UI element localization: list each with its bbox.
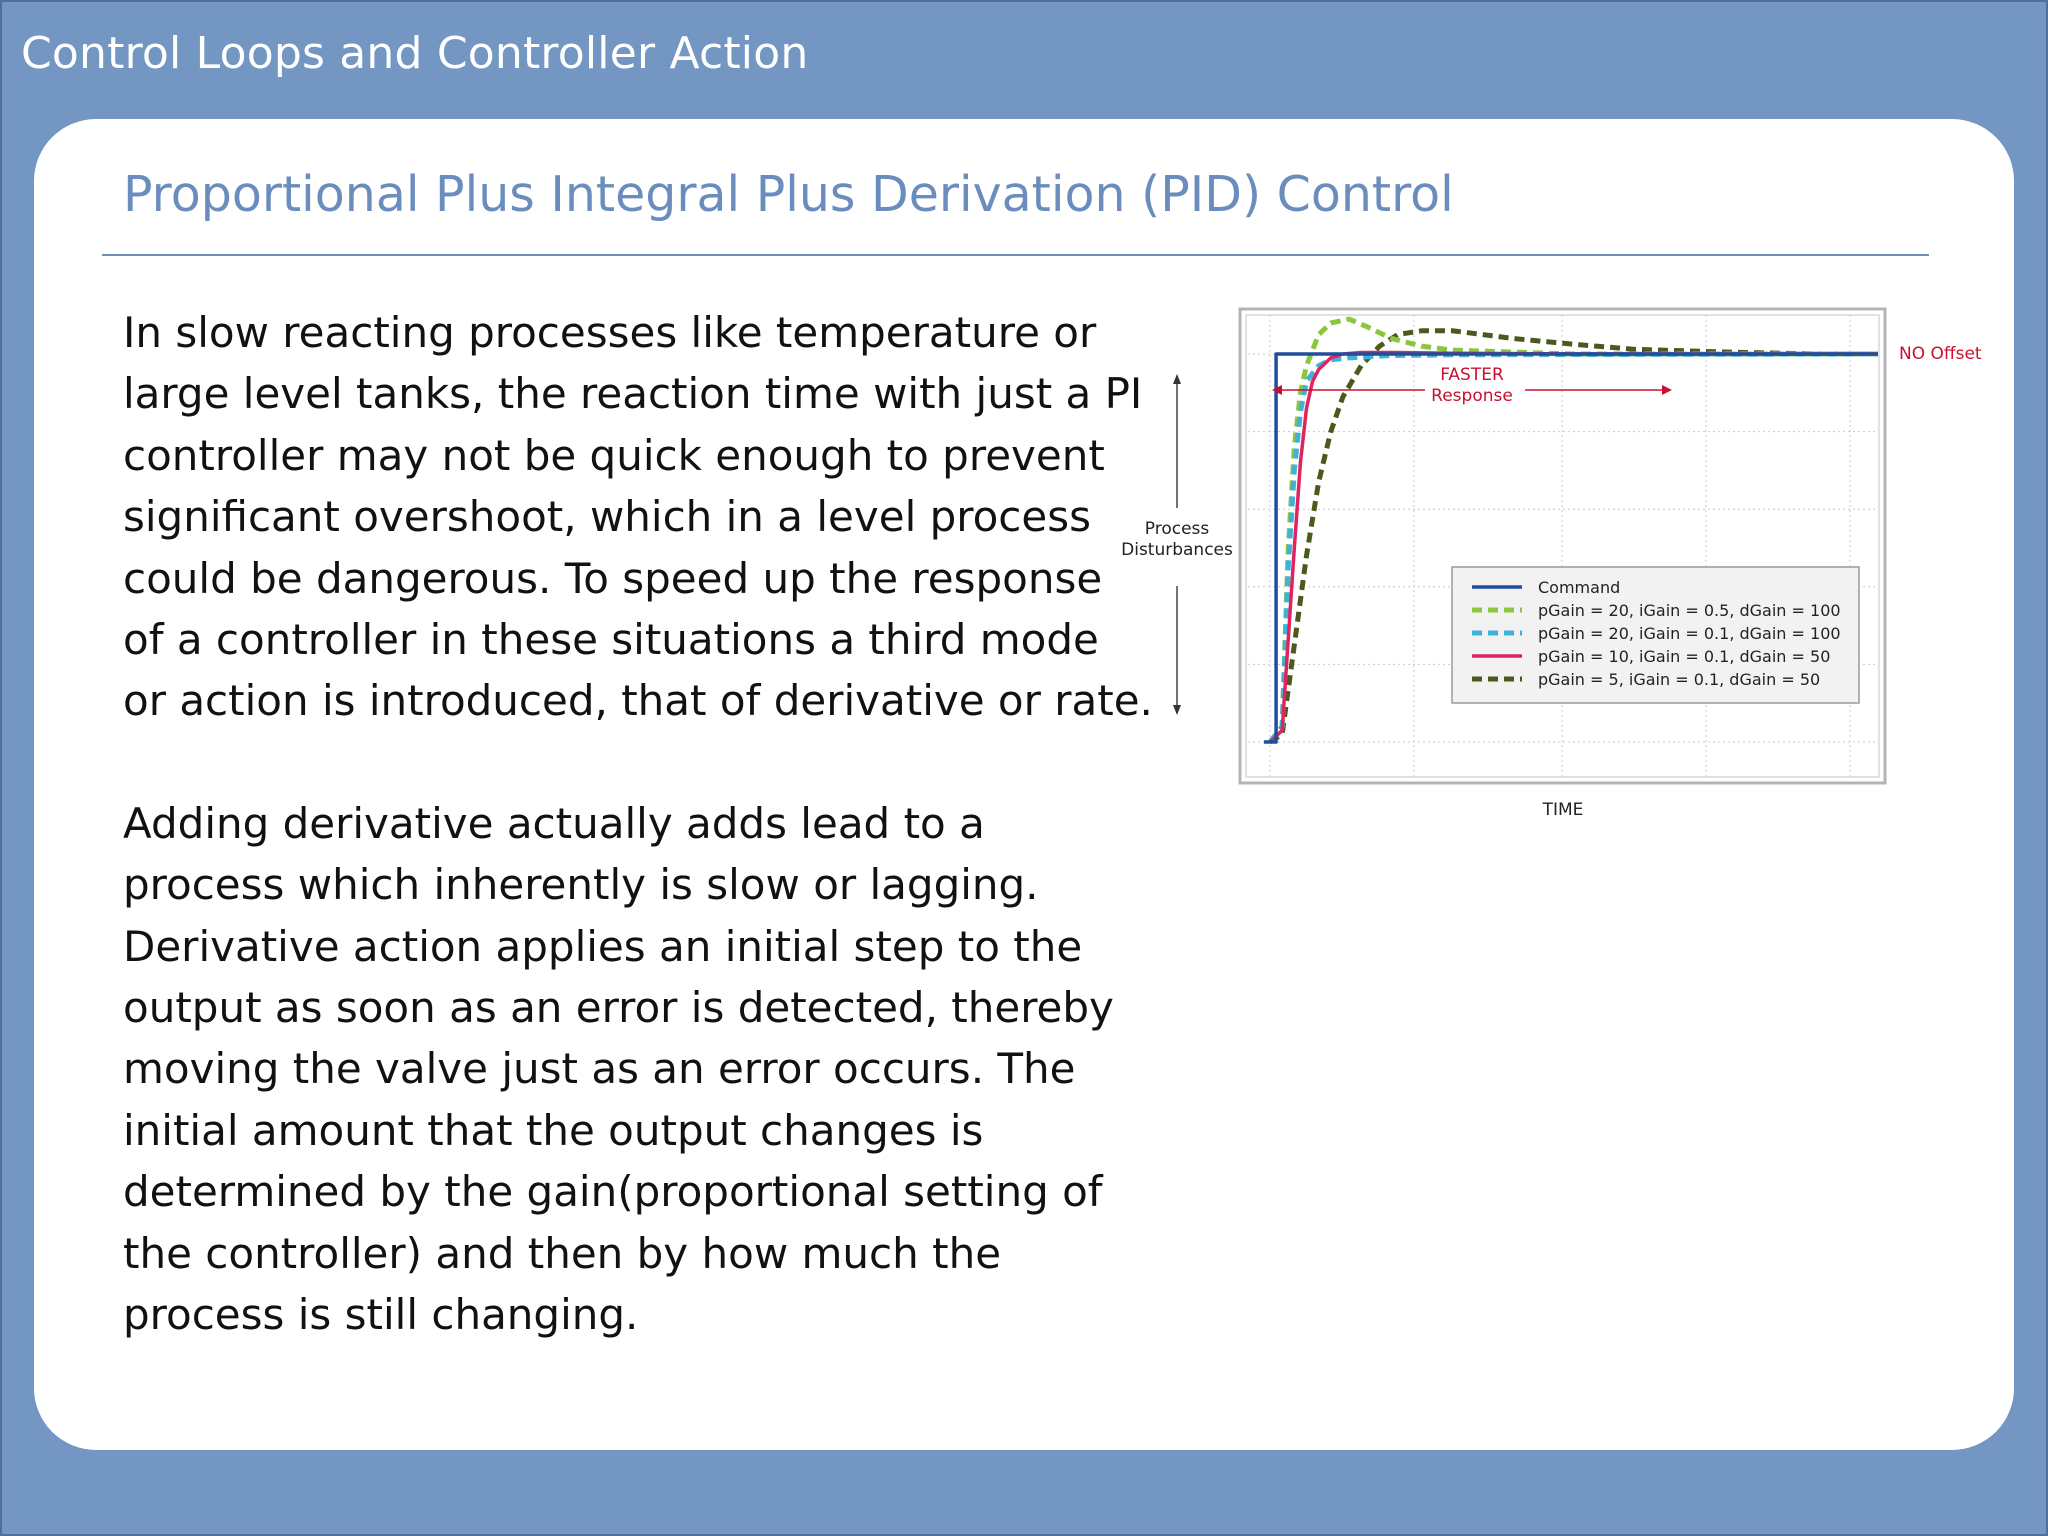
faster-label: FASTER [1440,365,1504,385]
ylabel-line-1: Process [1144,519,1210,539]
legend-label-3: pGain = 20, iGain = 0.1, dGain = 100 [1538,624,1841,643]
body-paragraph-2: Adding derivative actually adds lead to a process which inherently is slow or lagging. Derivative action applies an initial step to the output as soon as an error is detected, thereby moving the valve just as an error occurs. The initial amount that the output changes is determined by the gain(proportional setting of the controller) and then by how much the process is still changing. [123,798,1114,1340]
title-divider [102,254,1929,256]
ylabel-line-2: Disturbances [1121,540,1233,560]
section-title: Control Loops and Controller Action [21,28,809,79]
xlabel: TIME [1542,800,1584,820]
pid-response-chart [1110,290,2010,830]
chart-legend [1452,567,1859,703]
legend-label-4: pGain = 10, iGain = 0.1, dGain = 50 [1538,647,1831,666]
slide-title: Proportional Plus Integral Plus Derivation (PID) Control [123,166,1454,223]
body-text [123,302,1153,1346]
legend-label-1: Command [1538,578,1621,597]
body-paragraph-1: In slow reacting processes like temperature or large level tanks, the reaction time with just a PI controller may not be quick enough to prevent significant overshoot, which in a level process could be dangerous. To speed up the response of a controller in these situations a third mode or action is introduced, that of derivative or rate. [123,308,1153,726]
legend-label-2: pGain = 20, iGain = 0.5, dGain = 100 [1538,601,1841,620]
response-label: Response [1431,386,1513,406]
no-offset-label: NO Offset [1899,344,1982,364]
legend-label-5: pGain = 5, iGain = 0.1, dGain = 50 [1538,670,1821,689]
